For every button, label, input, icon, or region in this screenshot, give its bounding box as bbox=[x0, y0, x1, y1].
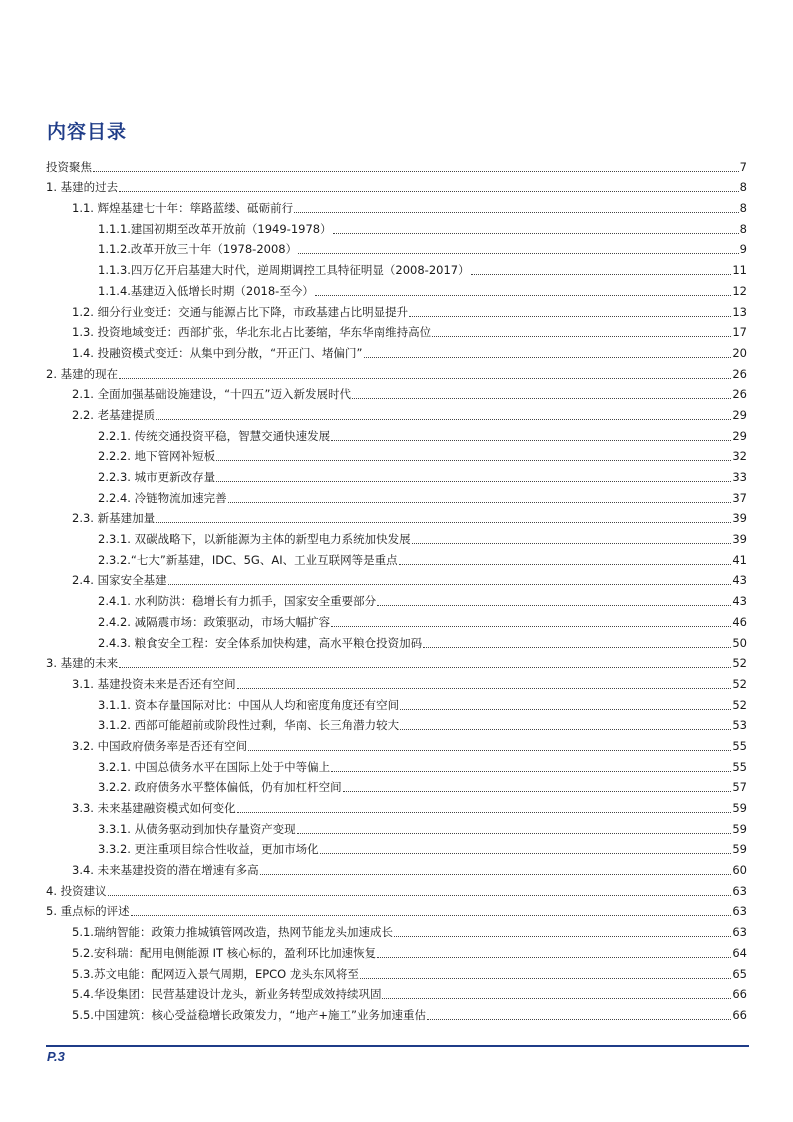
toc-entry-page: 26 bbox=[732, 366, 747, 381]
dot-leader bbox=[298, 253, 739, 254]
toc-entry-page: 66 bbox=[732, 987, 747, 1002]
toc-entry-link[interactable] bbox=[0, 1008, 747, 1023]
toc-row bbox=[0, 402, 793, 423]
toc-entry-page: 55 bbox=[732, 738, 747, 753]
dot-leader bbox=[394, 936, 731, 937]
toc-entry-page: 41 bbox=[732, 552, 747, 567]
toc-entry-link[interactable] bbox=[0, 387, 747, 402]
toc-entry-link[interactable] bbox=[0, 491, 747, 506]
toc-entry-link[interactable] bbox=[0, 822, 747, 837]
toc-entry-label: 投资聚焦 bbox=[46, 159, 92, 174]
dot-leader bbox=[377, 957, 731, 958]
toc-entry-label: 2.3.2.“七大”新基建，IDC、5G、AI、工业互联网等是重点 bbox=[98, 552, 398, 567]
toc-entry-label: 1.1.1.建国初期至改革开放前（1949-1978） bbox=[98, 221, 332, 236]
toc-entry-label: 2.2. 老基建提质 bbox=[72, 407, 156, 422]
toc-entry-label: 5.3.苏文电能：配网迈入景气周期，EPCO 龙头东风将至 bbox=[72, 966, 359, 981]
toc-entry-page: 39 bbox=[732, 511, 747, 526]
toc-row bbox=[0, 547, 793, 568]
toc-entry-label: 5.4.华设集团：民营基建设计龙头，新业务转型成效持续巩固 bbox=[72, 987, 382, 1002]
toc-entry-page: 52 bbox=[732, 697, 747, 712]
toc-entry-label: 1.1.3.四万亿开启基建大时代，逆周期调控工具特征明显（2008-2017） bbox=[98, 263, 470, 278]
toc-entry-link[interactable] bbox=[0, 801, 747, 816]
toc-entry-page: 8 bbox=[739, 180, 747, 195]
toc-row bbox=[0, 195, 793, 216]
toc-entry-link[interactable] bbox=[0, 346, 747, 361]
toc-entry-link[interactable] bbox=[0, 967, 747, 982]
toc-row bbox=[0, 630, 793, 651]
toc-entry-label: 2.4.3. 粮食安全工程：安全体系加快构建，高水平粮仓投资加码 bbox=[98, 635, 423, 650]
toc-entry-page: 52 bbox=[732, 656, 747, 671]
dot-leader bbox=[93, 171, 739, 172]
toc-entry-label: 2.3. 新基建加量 bbox=[72, 511, 156, 526]
toc-entry-page: 37 bbox=[732, 490, 747, 505]
toc-entry-page: 8 bbox=[739, 201, 747, 216]
toc-entry-link[interactable] bbox=[0, 325, 747, 340]
toc-entry-label: 2.3.1. 双碳战略下，以新能源为主体的新型电力系统加快发展 bbox=[98, 532, 411, 547]
page-number: P.3 bbox=[47, 1049, 65, 1064]
toc-row bbox=[0, 671, 793, 692]
dot-leader bbox=[382, 998, 731, 999]
toc-entry-page: 11 bbox=[732, 263, 747, 278]
toc-row bbox=[0, 795, 793, 816]
toc-entry-link[interactable] bbox=[0, 511, 747, 526]
toc-entry-page: 43 bbox=[732, 573, 747, 588]
dot-leader bbox=[331, 771, 731, 772]
toc-entry-page: 29 bbox=[732, 428, 747, 443]
dot-leader bbox=[427, 1019, 731, 1020]
toc-entry-label: 3.3.1. 从债务驱动到加快存量资产变现 bbox=[98, 821, 296, 836]
dot-leader bbox=[216, 481, 731, 482]
dot-leader bbox=[248, 750, 731, 751]
toc-entry-link[interactable] bbox=[0, 925, 747, 940]
toc-entry-link[interactable] bbox=[0, 884, 747, 899]
toc-title: 内容目录 bbox=[47, 121, 128, 143]
toc-row bbox=[0, 464, 793, 485]
toc-row bbox=[0, 878, 793, 899]
toc-entry-label: 3.2. 中国政府债务率是否还有空间 bbox=[72, 738, 248, 753]
dot-leader bbox=[237, 688, 732, 689]
toc-row bbox=[0, 775, 793, 796]
toc-row bbox=[0, 257, 793, 278]
dot-leader bbox=[343, 791, 732, 792]
toc-entry-page: 53 bbox=[732, 718, 747, 733]
dot-leader bbox=[471, 274, 732, 275]
dot-leader bbox=[412, 543, 732, 544]
toc-entry-page: 63 bbox=[732, 925, 747, 940]
toc-entry-page: 50 bbox=[732, 635, 747, 650]
toc-entry-link[interactable] bbox=[0, 222, 747, 237]
toc-entry-link[interactable] bbox=[0, 698, 747, 713]
toc-entry-link[interactable] bbox=[0, 760, 747, 775]
toc-row bbox=[0, 154, 793, 175]
toc-entry-page: 32 bbox=[732, 449, 747, 464]
dot-leader bbox=[399, 564, 732, 565]
toc-row bbox=[0, 982, 793, 1003]
toc-entry-label: 5.2.安科瑞：配用电侧能源 IT 核心标的，盈利环比加速恢复 bbox=[72, 945, 377, 960]
toc-entry-link[interactable] bbox=[0, 201, 747, 216]
toc-entry-link[interactable] bbox=[0, 718, 747, 733]
dot-leader bbox=[228, 502, 732, 503]
toc-entry-link[interactable] bbox=[0, 677, 747, 692]
toc-entry-page: 26 bbox=[732, 387, 747, 402]
toc-entry-page: 43 bbox=[732, 594, 747, 609]
toc-row bbox=[0, 816, 793, 837]
toc-entry-link[interactable] bbox=[0, 863, 747, 878]
toc-entry-link[interactable] bbox=[0, 532, 747, 547]
dot-leader bbox=[364, 357, 732, 358]
dot-leader bbox=[119, 667, 731, 668]
dot-leader bbox=[400, 729, 731, 730]
toc-entry-link[interactable] bbox=[0, 739, 747, 754]
toc-entry-link[interactable] bbox=[0, 180, 747, 195]
toc-entry-page: 60 bbox=[732, 863, 747, 878]
toc-entry-link[interactable] bbox=[0, 615, 747, 630]
dot-leader bbox=[237, 812, 732, 813]
toc-row bbox=[0, 526, 793, 547]
toc-row bbox=[0, 919, 793, 940]
toc-row bbox=[0, 237, 793, 258]
toc-entry-label: 2.2.4. 冷链物流加速完善 bbox=[98, 490, 227, 505]
toc-entry-page: 59 bbox=[732, 801, 747, 815]
dot-leader bbox=[320, 853, 732, 854]
toc-entry-link[interactable] bbox=[0, 449, 747, 464]
toc-entry-link[interactable] bbox=[0, 780, 747, 795]
dot-leader bbox=[216, 460, 731, 461]
toc-entry-link[interactable] bbox=[0, 573, 747, 588]
toc-entry-link[interactable] bbox=[0, 367, 747, 382]
toc-entry-link[interactable] bbox=[0, 946, 747, 961]
toc-entry-page: 52 bbox=[732, 676, 747, 691]
toc-entry-label: 3.1. 基建投资未来是否还有空间 bbox=[72, 676, 236, 691]
toc-entry-link[interactable] bbox=[0, 904, 747, 919]
toc-entry-page: 59 bbox=[732, 821, 747, 836]
dot-leader bbox=[423, 647, 731, 648]
dot-leader bbox=[400, 709, 731, 710]
toc-entry-link[interactable] bbox=[0, 636, 747, 651]
toc-entry-label: 2.1. 全面加强基础设施建设，“十四五”迈入新发展时代 bbox=[72, 387, 352, 402]
toc-row bbox=[0, 733, 793, 754]
toc-row bbox=[0, 899, 793, 920]
toc-entry-label: 1.1.2.改革开放三十年（1978-2008） bbox=[98, 242, 298, 257]
dot-leader bbox=[297, 833, 732, 834]
toc-entry-label: 3.2.1. 中国总债务水平在国际上处于中等偏上 bbox=[98, 759, 331, 774]
toc-entry-page: 9 bbox=[739, 242, 747, 257]
toc-entry-page: 63 bbox=[732, 904, 747, 919]
toc-entry-label: 3. 基建的未来 bbox=[46, 656, 119, 671]
dot-leader bbox=[333, 233, 739, 234]
toc-row bbox=[0, 320, 793, 341]
dot-leader bbox=[119, 378, 731, 379]
toc-entry-label: 3.4. 未来基建投资的潜在增速有多高 bbox=[72, 863, 259, 878]
dot-leader bbox=[168, 584, 732, 585]
toc-entry-label: 3.1.1. 资本存量国际对比：中国从人均和密度角度还有空间 bbox=[98, 697, 400, 712]
dot-leader bbox=[352, 398, 731, 399]
toc-entry-label: 2.4.1. 水利防洪：稳增长有力抓手，国家安全重要部分 bbox=[98, 594, 377, 609]
dot-leader bbox=[156, 522, 731, 523]
toc-entry-label: 1. 基建的过去 bbox=[46, 180, 119, 195]
toc-entry-page: 20 bbox=[732, 345, 747, 360]
toc-row bbox=[0, 754, 793, 775]
toc-row bbox=[0, 837, 793, 858]
toc-entry-page: 7 bbox=[739, 159, 747, 174]
toc-row bbox=[0, 485, 793, 506]
toc-entry-page: 13 bbox=[732, 304, 747, 319]
dot-leader bbox=[360, 978, 731, 979]
toc-row bbox=[0, 340, 793, 361]
toc-entry-page: 39 bbox=[732, 532, 747, 547]
toc-row bbox=[0, 175, 793, 196]
toc-entry-link[interactable] bbox=[0, 987, 747, 1002]
toc-entry-link[interactable] bbox=[0, 284, 747, 299]
toc-entry-page: 65 bbox=[732, 966, 747, 981]
toc-entry-label: 1.2. 细分行业变迁：交通与能源占比下降，市政基建占比明显提升 bbox=[72, 304, 409, 319]
toc-entry-page: 64 bbox=[732, 945, 747, 960]
toc-entry-label: 2.2.1. 传统交通投资平稳，智慧交通快速发展 bbox=[98, 428, 331, 443]
toc-entry-label: 3.1.2. 西部可能超前或阶段性过剩，华南、长三角潜力较大 bbox=[98, 718, 400, 733]
dot-leader bbox=[131, 915, 732, 916]
dot-leader bbox=[331, 626, 731, 627]
toc-entry-label: 1.3. 投资地域变迁：西部扩张，华北东北占比萎缩，华东华南维持高位 bbox=[72, 325, 432, 340]
toc-row bbox=[0, 444, 793, 465]
toc-entry-page: 12 bbox=[732, 283, 747, 298]
toc-entry-label: 5.5.中国建筑：核心受益稳增长政策发力，“地产+施工”业务加速重估 bbox=[72, 1007, 426, 1022]
toc-row bbox=[0, 568, 793, 589]
toc-entry-label: 2.2.2. 地下管网补短板 bbox=[98, 449, 216, 464]
toc-entry-page: 57 bbox=[732, 780, 747, 795]
toc-entry-link[interactable] bbox=[0, 656, 747, 671]
toc-entry-link[interactable] bbox=[0, 842, 747, 857]
dot-leader bbox=[377, 605, 731, 606]
toc-entry-page: 46 bbox=[732, 614, 747, 629]
dot-leader bbox=[409, 316, 731, 317]
toc-row bbox=[0, 506, 793, 527]
toc-entry-page: 29 bbox=[732, 407, 747, 422]
toc-row bbox=[0, 692, 793, 713]
toc-entry-link[interactable] bbox=[0, 160, 747, 175]
toc-row bbox=[0, 940, 793, 961]
toc-row bbox=[0, 961, 793, 982]
toc-row bbox=[0, 278, 793, 299]
toc-entry-label: 3.3.2. 更注重项目综合性收益，更加市场化 bbox=[98, 842, 319, 857]
toc-entry-label: 1.1. 辉煌基建七十年：筚路蓝缕、砥砺前行 bbox=[72, 201, 294, 216]
toc-entry-link[interactable] bbox=[0, 470, 747, 485]
toc-row bbox=[0, 651, 793, 672]
toc-entry-page: 59 bbox=[732, 842, 747, 857]
toc-entry-label: 5. 重点标的评述 bbox=[46, 904, 130, 919]
toc-entry-link[interactable] bbox=[0, 305, 747, 320]
toc-entry-link[interactable] bbox=[0, 242, 747, 257]
toc-entry-link[interactable] bbox=[0, 263, 747, 278]
toc-row bbox=[0, 216, 793, 237]
toc-row bbox=[0, 857, 793, 878]
toc-entry-label: 2. 基建的现在 bbox=[46, 366, 119, 381]
dot-leader bbox=[260, 874, 732, 875]
toc-row bbox=[0, 423, 793, 444]
toc-row bbox=[0, 1002, 793, 1023]
toc-entry-label: 3.2.2. 政府债务水平整体偏低，仍有加杠杆空间 bbox=[98, 780, 342, 795]
toc-entry-link[interactable] bbox=[0, 408, 747, 423]
dot-leader bbox=[432, 336, 731, 337]
toc-entry-page: 55 bbox=[732, 759, 747, 774]
dot-leader bbox=[331, 440, 731, 441]
toc-row bbox=[0, 588, 793, 609]
toc-row bbox=[0, 299, 793, 320]
dot-leader bbox=[315, 295, 732, 296]
toc-entry-label: 2.4.2. 减隔震市场：政策驱动，市场大幅扩容 bbox=[98, 614, 331, 629]
toc-row bbox=[0, 361, 793, 382]
toc-entry-page: 8 bbox=[739, 221, 747, 236]
toc-entry-label: 3.3. 未来基建融资模式如何变化 bbox=[72, 801, 236, 815]
toc-entry-label: 4. 投资建议 bbox=[46, 883, 107, 898]
dot-leader bbox=[119, 191, 739, 192]
dot-leader bbox=[108, 895, 732, 896]
toc-entry-page: 63 bbox=[732, 883, 747, 898]
toc-entry-page: 17 bbox=[732, 325, 747, 340]
toc-entry-label: 5.1.瑞纳智能：政策力推城镇管网改造，热网节能龙头加速成长 bbox=[72, 925, 393, 940]
toc-row bbox=[0, 713, 793, 734]
dot-leader bbox=[156, 419, 731, 420]
toc-entry-link[interactable] bbox=[0, 553, 747, 568]
toc-row bbox=[0, 609, 793, 630]
toc-entry-page: 33 bbox=[732, 470, 747, 484]
toc-entry-label: 2.4. 国家安全基建 bbox=[72, 573, 167, 588]
footer-divider bbox=[46, 1045, 749, 1047]
toc-entry-label: 1.4. 投融资模式变迁：从集中到分散，“开正门、堵偏门” bbox=[72, 345, 363, 360]
table-of-contents bbox=[0, 154, 793, 1023]
toc-row bbox=[0, 382, 793, 403]
toc-entry-label: 1.1.4.基建迈入低增长时期（2018-至今） bbox=[98, 283, 314, 298]
toc-entry-label: 2.2.3. 城市更新改存量 bbox=[98, 470, 216, 484]
toc-entry-link[interactable] bbox=[0, 594, 747, 609]
toc-entry-page: 66 bbox=[732, 1007, 747, 1022]
toc-entry-link[interactable] bbox=[0, 429, 747, 444]
dot-leader bbox=[294, 212, 739, 213]
